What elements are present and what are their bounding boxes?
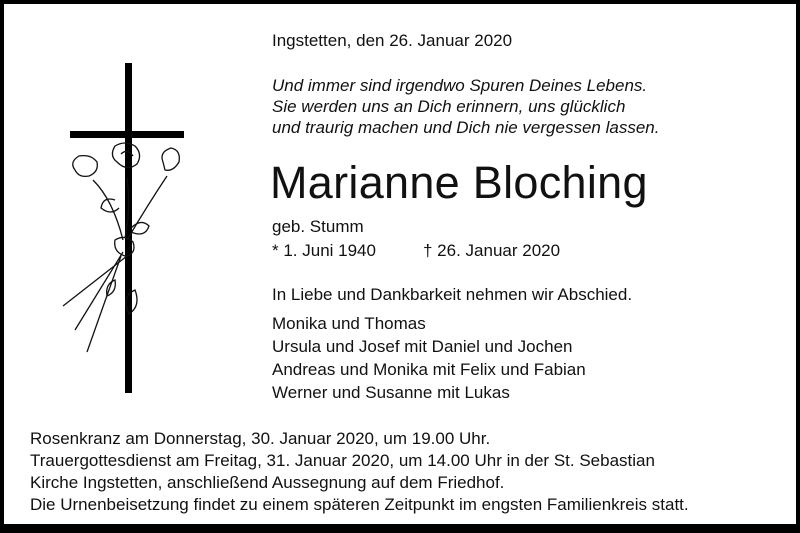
farewell-text: In Liebe und Dankbarkeit nehmen wir Abschied. [272, 285, 633, 304]
birth-name: geb. Stumm [272, 217, 364, 236]
poem-line: und traurig machen und Dich nie vergessen lassen. [272, 118, 660, 137]
birth-date: * 1. Juni 1940 [272, 241, 376, 260]
poem-line: Sie werden uns an Dich erinnern, uns glücklich [272, 97, 626, 116]
cross-bar [70, 131, 184, 138]
service-line: Trauergottesdienst am Freitag, 31. Januar 2020, um 14.00 Uhr in der St. Sebastian [30, 451, 655, 470]
poem-line: Und immer sind irgendwo Spuren Deines Lebens. [272, 76, 648, 95]
mourner-line: Ursula und Josef mit Daniel und Jochen [272, 337, 573, 356]
mourner-line: Monika und Thomas [272, 314, 426, 333]
mourner-line: Andreas und Monika mit Felix und Fabian [272, 360, 586, 379]
service-line: Kirche Ingstetten, anschließend Aussegnung auf dem Friedhof. [30, 473, 505, 492]
place-date: Ingstetten, den 26. Januar 2020 [272, 31, 513, 50]
service-line: Die Urnenbeisetzung findet zu einem späteren Zeitpunkt im engsten Familienkreis statt. [30, 495, 689, 514]
mourner-line: Werner und Susanne mit Lukas [272, 383, 510, 402]
roses-illustration-icon [55, 140, 185, 370]
death-date: † 26. Januar 2020 [423, 241, 561, 260]
deceased-name: Marianne Bloching [270, 157, 648, 208]
service-line: Rosenkranz am Donnerstag, 30. Januar 2020, um 19.00 Uhr. [30, 429, 491, 448]
